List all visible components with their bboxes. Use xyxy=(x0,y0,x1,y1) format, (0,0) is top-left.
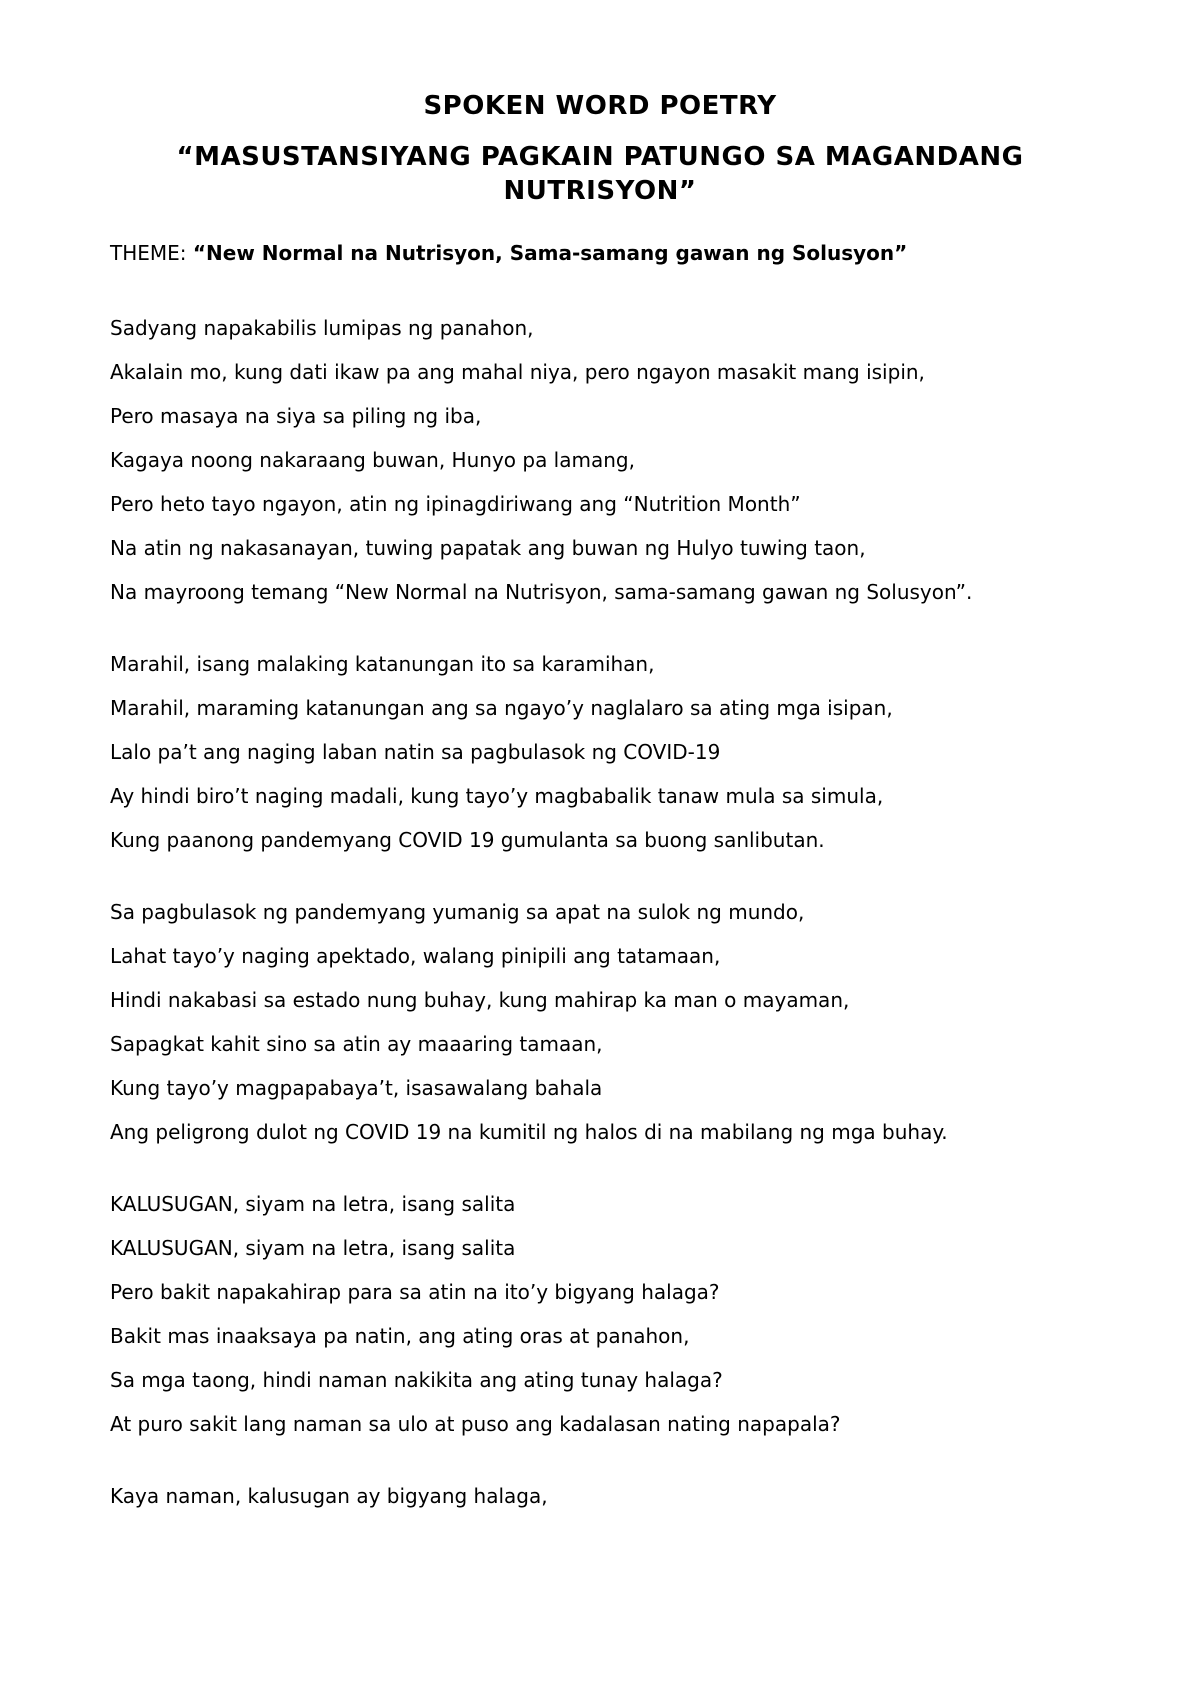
poem-line: Sa pagbulasok ng pandemyang yumanig sa apat na sulok ng mundo, xyxy=(110,900,805,924)
poem-line: Pero bakit napakahirap para sa atin na ito’y bigyang halaga? xyxy=(110,1280,720,1304)
poem-line: Bakit mas inaaksaya pa natin, ang ating oras at panahon, xyxy=(110,1324,690,1348)
poem-line: KALUSUGAN, siyam na letra, isang salita xyxy=(110,1192,516,1216)
theme-value: “New Normal na Nutrisyon, Sama-samang gawan ng Solusyon” xyxy=(192,241,908,265)
poem-line: Na mayroong temang “New Normal na Nutrisyon, sama-samang gawan ng Solusyon”. xyxy=(110,580,973,604)
document-title: SPOKEN WORD POETRY xyxy=(423,91,777,121)
poem-line: Lahat tayo’y naging apektado, walang pinipili ang tatamaan, xyxy=(110,944,721,968)
poem-line: Na atin ng nakasanayan, tuwing papatak ang buwan ng Hulyo tuwing taon, xyxy=(110,536,866,560)
poem-line: Kung paanong pandemyang COVID 19 gumulanta sa buong sanlibutan. xyxy=(110,828,825,852)
poem-line: Pero masaya na siya sa piling ng iba, xyxy=(110,404,482,428)
poem-line: KALUSUGAN, siyam na letra, isang salita xyxy=(110,1236,516,1260)
poem-line: Kung tayo’y magpapabaya’t, isasawalang bahala xyxy=(110,1076,603,1100)
stanza xyxy=(110,314,1090,606)
poem-line: Hindi nakabasi sa estado nung buhay, kung mahirap ka man o mayaman, xyxy=(110,988,850,1012)
theme-line xyxy=(110,238,1090,268)
theme-label: THEME: xyxy=(110,241,193,265)
poem-line: Sadyang napakabilis lumipas ng panahon, xyxy=(110,316,534,340)
poem-body xyxy=(110,314,1090,1510)
poem-line: Sapagkat kahit sino sa atin ay maaaring tamaan, xyxy=(110,1032,603,1056)
stanza xyxy=(110,1482,1090,1510)
poem-line: Ang peligrong dulot ng COVID 19 na kumitil ng halos di na mabilang ng mga buhay. xyxy=(110,1120,948,1144)
stanza xyxy=(110,650,1090,854)
poem-line: Marahil, maraming katanungan ang sa ngayo’y naglalaro sa ating mga isipan, xyxy=(110,696,893,720)
poem-title: “MASUSTANSIYANG PAGKAIN PATUNGO SA MAGANDANG NUTRISYON” xyxy=(176,142,1024,206)
poem-line: Kaya naman, kalusugan ay bigyang halaga, xyxy=(110,1484,548,1508)
poem-line: At puro sakit lang naman sa ulo at puso ang kadalasan nating napapala? xyxy=(110,1412,841,1436)
poem-line: Lalo pa’t ang naging laban natin sa pagbulasok ng COVID-19 xyxy=(110,740,721,764)
poem-line: Kagaya noong nakaraang buwan, Hunyo pa lamang, xyxy=(110,448,635,472)
stanza xyxy=(110,1190,1090,1438)
poem-line: Ay hindi biro’t naging madali, kung tayo’y magbabalik tanaw mula sa simula, xyxy=(110,784,884,808)
poem-line: Pero heto tayo ngayon, atin ng ipinagdiriwang ang “Nutrition Month” xyxy=(110,492,801,516)
poem-line: Sa mga taong, hindi naman nakikita ang ating tunay halaga? xyxy=(110,1368,723,1392)
stanza xyxy=(110,898,1090,1146)
poem-line: Marahil, isang malaking katanungan ito sa karamihan, xyxy=(110,652,655,676)
poem-line: Akalain mo, kung dati ikaw pa ang mahal niya, pero ngayon masakit mang isipin, xyxy=(110,360,925,384)
